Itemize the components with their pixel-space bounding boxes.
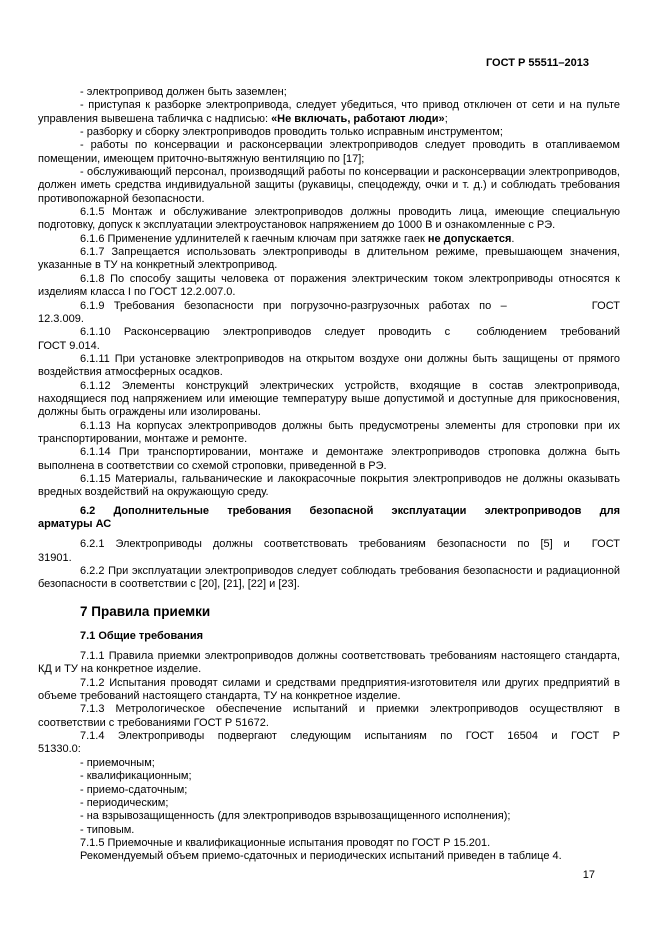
text-segment: 7.1.1 Правила приемки электроприводов должны соответствовать требованиям настоящего стандарта, КД и ТУ на конкретное изделие. xyxy=(38,650,620,676)
paragraph xyxy=(38,166,620,206)
text-segment: 6.1.9 Требования безопасности при погрузочно-разгрузочных работах по – ГОСТ xyxy=(80,299,620,312)
page-header xyxy=(38,57,620,70)
document-body xyxy=(38,86,620,864)
text-segment: . xyxy=(511,232,515,245)
text-segment: 6.1.8 По способу защиты человека от поражения электрическим током электроприводы относятся к изделиям класса I по ГОСТ 12.2.007.0. xyxy=(38,272,620,299)
text-segment: 7.1.2 Испытания проводят силами и средствами предприятия-изготовителя или других предприятий в объеме требований настоящего стандарта, ТУ на конкретное изделие. xyxy=(38,676,620,703)
text-segment: - разборку и сборку электроприводов проводить только исправным инструментом; xyxy=(80,126,503,139)
text-line xyxy=(38,730,620,743)
text-segment: 6.2 Дополнительные требования безопасной эксплуатации электроприводов для xyxy=(80,504,620,517)
paragraph xyxy=(38,353,620,380)
text-line xyxy=(38,518,620,531)
paragraph xyxy=(38,206,620,233)
text-segment: ГОСТ 9.014. xyxy=(38,339,100,352)
paragraph xyxy=(38,233,620,246)
text-segment: 6.1.10 Расконсервацию электроприводов следует проводить с соблюдением требований xyxy=(80,326,620,339)
text-segment: - приемочным; xyxy=(80,756,155,769)
text-segment: - типовым. xyxy=(80,823,135,836)
paragraph xyxy=(38,139,620,166)
paragraph xyxy=(38,446,620,473)
text-line xyxy=(38,743,620,756)
list-item xyxy=(38,757,620,770)
paragraph xyxy=(38,565,620,592)
text-line xyxy=(38,552,620,565)
paragraph xyxy=(38,126,620,139)
paragraph xyxy=(38,730,620,757)
text-line xyxy=(38,300,620,313)
text-segment: «Не включать, работают люди» xyxy=(271,112,445,125)
text-segment: - приступая к разборке электропривода, следует убедиться, что привод отключен от сети и на пульте управления вывешена табличка с надписью: xyxy=(38,99,620,125)
text-line xyxy=(38,538,620,551)
text-segment: 6.1.7 Запрещается использовать электроприводы в длительном режиме, превышающем значения, указанные в ТУ на конкретный электропривод. xyxy=(38,246,620,272)
paragraph xyxy=(38,538,620,565)
paragraph xyxy=(38,246,620,273)
paragraph xyxy=(38,473,620,500)
text-segment: - квалификационным; xyxy=(80,770,192,783)
text-segment: 7.1.4 Электроприводы подвергают следующим испытаниям по ГОСТ 16504 и ГОСТ Р xyxy=(80,730,620,743)
text-segment: Рекомендуемый объем приемо-сдаточных и периодических испытаний приведен в таблице 4. xyxy=(80,850,562,863)
paragraph xyxy=(38,837,620,850)
text-segment: арматуры АС xyxy=(38,518,112,530)
paragraph xyxy=(38,273,620,300)
subsection-heading xyxy=(38,630,620,643)
paragraph xyxy=(38,300,620,327)
page-footer xyxy=(38,869,620,882)
text-segment: не допускается xyxy=(427,232,512,245)
text-segment: 6.1.13 На корпусах электроприводов должны быть предусмотрены элементы для строповки при их транспортировании, монтаже и ремонте. xyxy=(38,419,620,445)
text-segment: 7.1.5 Приемочные и квалификационные испытания проводят по ГОСТ Р 15.201. xyxy=(80,836,491,849)
text-segment: - электропривод должен быть заземлен; xyxy=(80,86,287,98)
text-segment: 6.1.6 Применение удлинителей к гаечным ключам при затяжке гаек xyxy=(80,232,428,245)
paragraph xyxy=(38,677,620,704)
section-heading xyxy=(38,603,620,620)
paragraph xyxy=(38,420,620,447)
text-segment: 6.2.1 Электроприводы должны соответствовать требованиям безопасности по [5] и ГОСТ xyxy=(80,538,620,551)
paragraph xyxy=(38,650,620,677)
list-item xyxy=(38,770,620,783)
text-segment: 51330.0: xyxy=(38,743,81,756)
list-item xyxy=(38,797,620,810)
text-segment: - на взрывозащищенность (для электроприводов взрывозащищенного исполнения); xyxy=(80,810,511,823)
text-segment: ; xyxy=(444,112,448,125)
text-segment: 12.3.009. xyxy=(38,312,84,325)
list-item xyxy=(38,824,620,837)
text-segment: 6.1.15 Материалы, гальванические и лакокрасочные покрытия электроприводов не должны оказывать вредных воздействий на окружающую среду. xyxy=(38,472,620,499)
text-segment: 6.1.11 При установке электроприводов на открытом воздухе они должны быть защищены от прямого воздействия атмосферных осадков. xyxy=(38,352,620,379)
text-segment: 7.1.3 Метрологическое обеспечение испытаний и приемки электроприводов осуществляют в соответствии с требованиями ГОСТ Р 51672. xyxy=(38,703,620,729)
paragraph xyxy=(38,86,620,99)
list-item xyxy=(38,810,620,823)
text-segment: 6.1.12 Элементы конструкций электрических устройств, входящие в состав электропривода, находящиеся под напряжением или имеющие температуру выше допустимой и доступные для прикосновения, должны быть ограждены или изолированы. xyxy=(38,379,620,419)
text-segment: 7 Правила приемки xyxy=(80,603,211,619)
text-line xyxy=(38,326,620,339)
text-segment: 6.1.5 Монтаж и обслуживание электроприводов должны проводить лица, имеющие специальную подготовку, допуск к эксплуатации электроустановок напряжением до 1000 В и ознакомленные с РЭ. xyxy=(38,206,620,232)
page-number: 17 xyxy=(582,868,595,881)
standard-designation: ГОСТ Р 55511–2013 xyxy=(485,57,589,69)
text-line xyxy=(38,340,620,353)
text-segment: - периодическим; xyxy=(80,796,169,809)
text-segment: - приемо-сдаточным; xyxy=(80,783,188,796)
text-segment: 31901. xyxy=(38,551,72,564)
paragraph xyxy=(38,850,620,863)
paragraph xyxy=(38,326,620,353)
paragraph xyxy=(38,99,620,126)
paragraph xyxy=(38,703,620,730)
text-segment: - работы по консервации и расконсервации электроприводов следует проводить в отапливаемом помещении, имеющем приточно-вытяжную вентиляцию по [17]; xyxy=(38,139,620,165)
text-segment: 7.1 Общие требования xyxy=(80,629,204,642)
text-segment: 6.2.2 При эксплуатации электроприводов следует соблюдать требования безопасности и радиационной безопасности в соответствии с [20], [21], [22] и [23]. xyxy=(38,565,620,591)
subsection-heading xyxy=(38,505,620,532)
text-line xyxy=(38,313,620,326)
text-line xyxy=(38,505,620,518)
paragraph xyxy=(38,380,620,420)
list-item xyxy=(38,784,620,797)
text-segment: - обслуживающий персонал, производящий работы по консервации и расконсервации электроприводов, должен иметь средства индивидуальной защиты (рукавицы, спецодежду, очки и т. д.) и соблюдать требования противопожарной безопасности. xyxy=(38,166,620,205)
text-segment: 6.1.14 При транспортировании, монтаже и демонтаже электроприводов строповка должна быть выполнена в соответствии со схемой строповки, приведенной в РЭ. xyxy=(38,446,620,472)
